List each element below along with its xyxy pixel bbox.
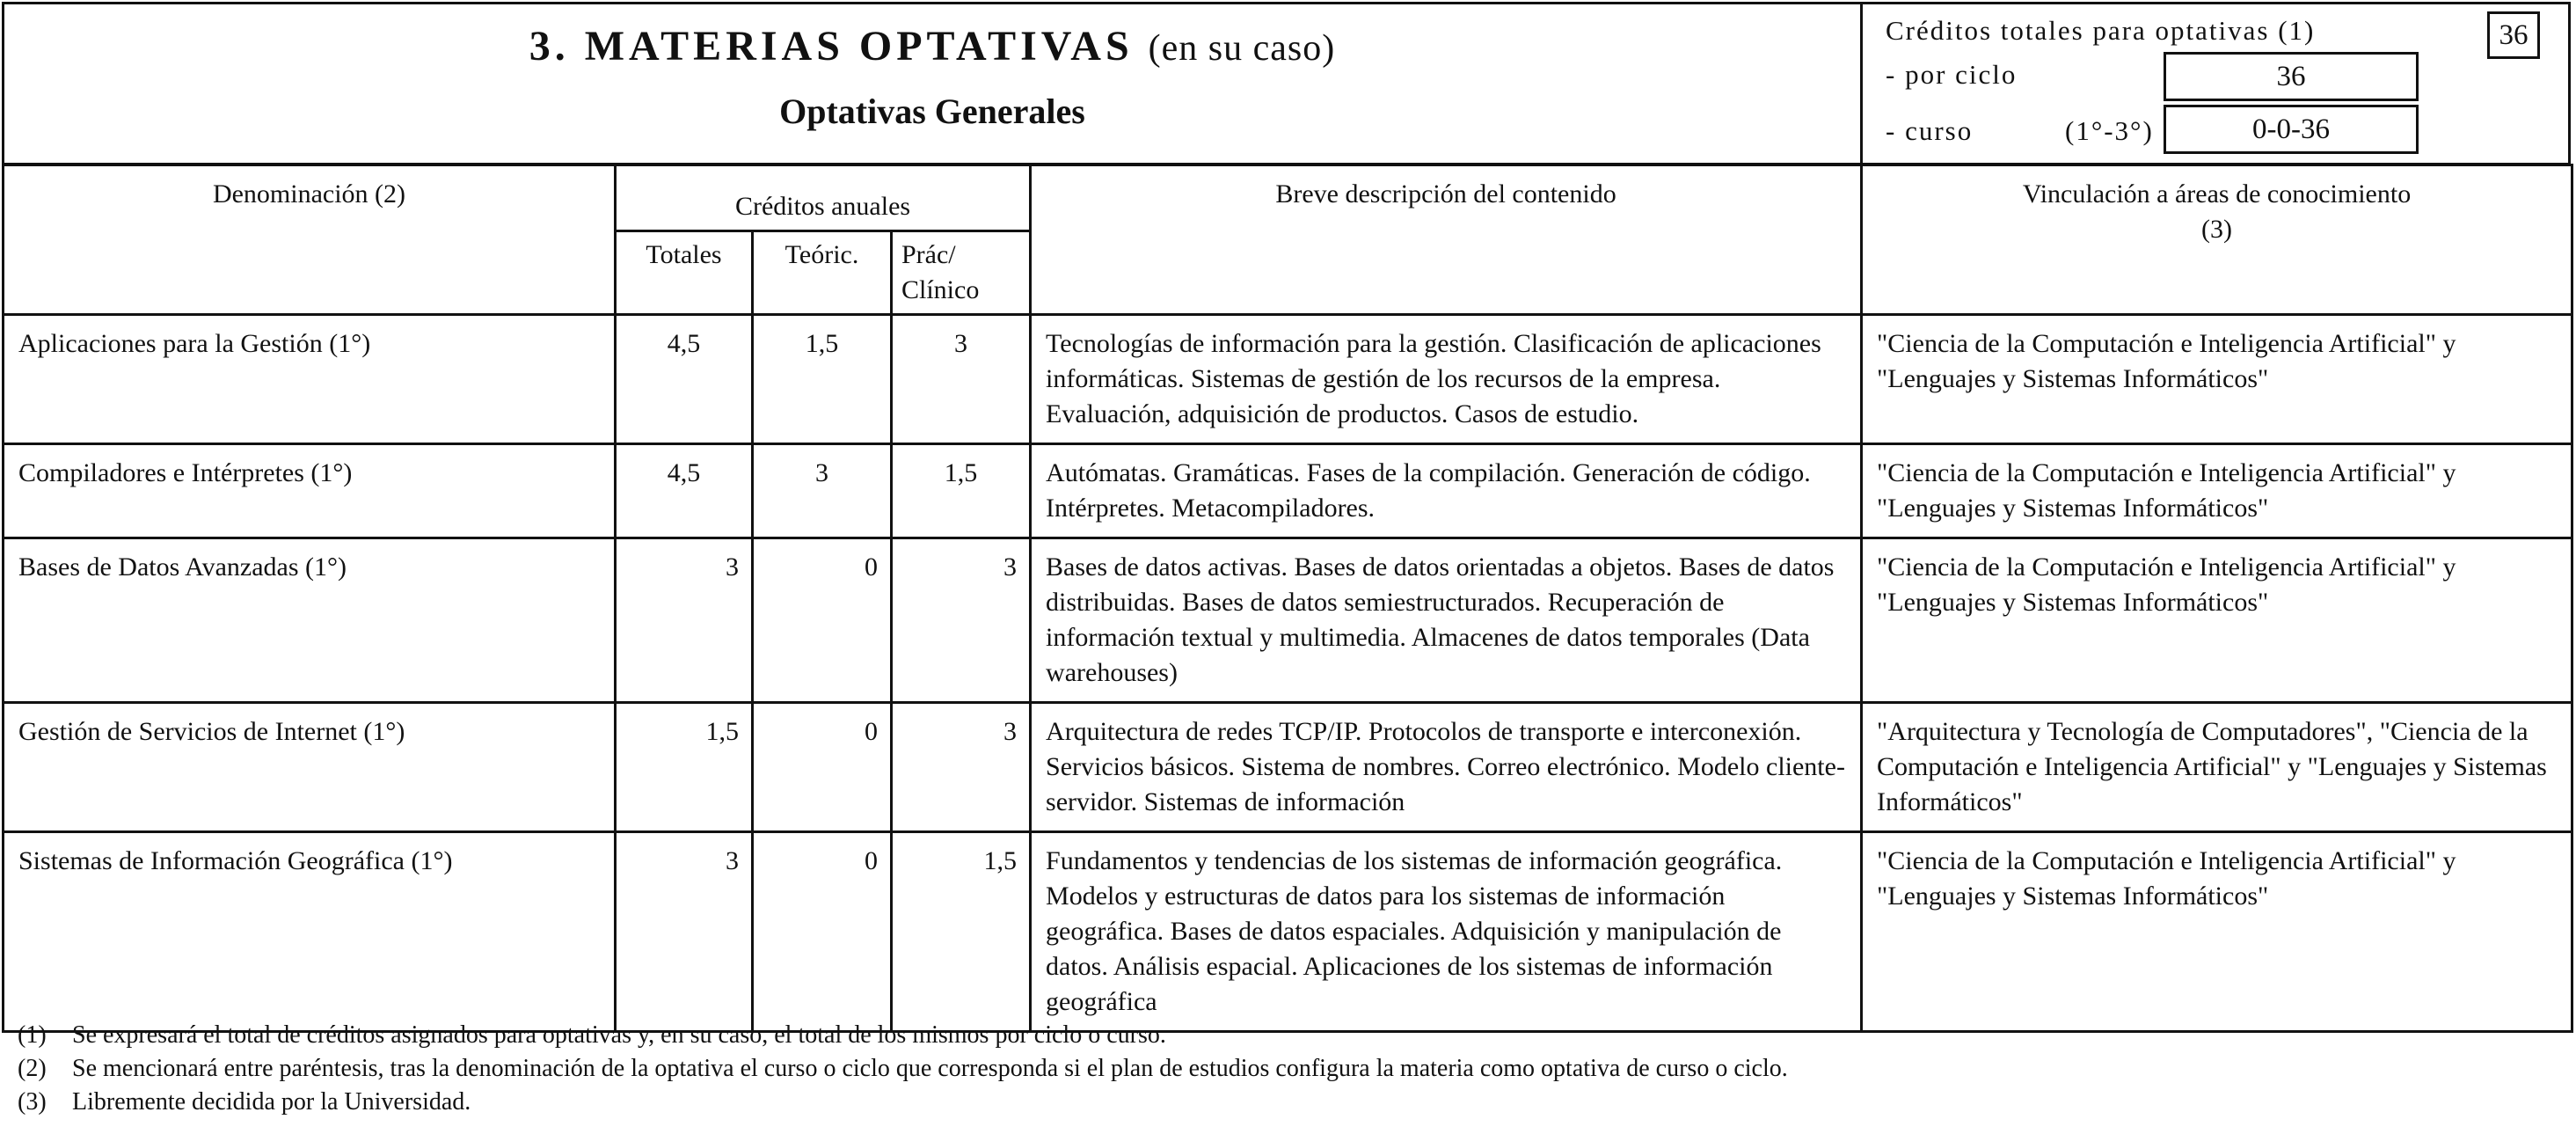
footnote bbox=[18, 1019, 1788, 1052]
footnote-number: (3) bbox=[18, 1088, 47, 1116]
curso-range: (1°-3°) bbox=[2065, 115, 2154, 146]
row-prac: 1,5 bbox=[892, 444, 1031, 538]
table-row bbox=[4, 315, 2572, 444]
por-ciclo-box: 36 bbox=[2164, 52, 2419, 101]
footnote-text: Libremente decidida por la Universidad. bbox=[72, 1088, 471, 1116]
footnote-number: (2) bbox=[18, 1055, 47, 1082]
col-vinculacion bbox=[1862, 165, 2572, 315]
title-suffix: (en su caso) bbox=[1148, 28, 1336, 69]
col-vinculacion-label: Vinculación a áreas de conocimiento bbox=[2022, 179, 2412, 209]
row-totales: 4,5 bbox=[616, 315, 753, 444]
footnotes bbox=[18, 1019, 1788, 1119]
page-title bbox=[4, 22, 1860, 70]
row-vinculacion: "Ciencia de la Computación e Inteligencia Artificial" y "Lenguajes y Sistemas Informáticos" bbox=[1862, 444, 2572, 538]
row-teoric: 3 bbox=[753, 444, 892, 538]
row-name: Aplicaciones para la Gestión (1°) bbox=[4, 315, 616, 444]
footnote-text: Se expresará el total de créditos asignados para optativas y, en su caso, el total de los mismos por ciclo o curso. bbox=[72, 1021, 1166, 1049]
row-descripcion: Tecnologías de información para la gestión. Clasificación de aplicaciones informáticas. Sistemas de gestión de los recursos de la empresa. Evaluación, adquisición de productos. Casos de estudio. bbox=[1031, 315, 1862, 444]
row-descripcion: Autómatas. Gramáticas. Fases de la compilación. Generación de código. Intérpretes. Metacompiladores. bbox=[1031, 444, 1862, 538]
title-text: 3. MATERIAS OPTATIVAS bbox=[529, 23, 1134, 70]
col-prac: Prác/ Clínico bbox=[892, 231, 1031, 315]
table-row bbox=[4, 444, 2572, 538]
header-block bbox=[2, 2, 2571, 165]
row-teoric: 0 bbox=[753, 703, 892, 832]
table-row bbox=[4, 832, 2572, 1032]
row-prac: 3 bbox=[892, 703, 1031, 832]
row-totales: 3 bbox=[616, 538, 753, 703]
footnote-text: Se mencionará entre paréntesis, tras la denominación de la optativa el curso o ciclo que corresponda si el plan de estudios configura la materia como optativa de curso o ciclo. bbox=[72, 1055, 1788, 1082]
creditos-totales-label: Créditos totales para optativas (1) bbox=[1886, 15, 2316, 46]
row-descripcion: Arquitectura de redes TCP/IP. Protocolos de transporte e interconexión. Servicios básicos. Sistema de nombres. Correo electrónico. Modelo cliente-servidor. Sistemas de información bbox=[1031, 703, 1862, 832]
row-vinculacion: "Ciencia de la Computación e Inteligencia Artificial" y "Lenguajes y Sistemas Informáticos" bbox=[1862, 832, 2572, 1032]
row-totales: 1,5 bbox=[616, 703, 753, 832]
col-descripcion: Breve descripción del contenido bbox=[1031, 165, 1862, 315]
col-denominacion: Denominación (2) bbox=[4, 165, 616, 315]
row-name: Sistemas de Información Geográfica (1°) bbox=[4, 832, 616, 1032]
credits-summary bbox=[1863, 4, 2568, 163]
page-subtitle: Optativas Generales bbox=[779, 91, 1085, 131]
row-descripcion: Bases de datos activas. Bases de datos orientadas a objetos. Bases de datos distribuidas. Bases de datos semiestructurados. Recuperación de información textual y multimedia. Almacenes de datos temporales (Data warehouses) bbox=[1031, 538, 1862, 703]
table-row bbox=[4, 703, 2572, 832]
footnote-number: (1) bbox=[18, 1021, 47, 1049]
row-prac: 1,5 bbox=[892, 832, 1031, 1032]
creditos-total-box: 36 bbox=[2487, 11, 2540, 59]
table-header-row bbox=[4, 165, 2572, 231]
col-totales: Totales bbox=[616, 231, 753, 315]
col-creditos-anuales: Créditos anuales bbox=[616, 165, 1031, 231]
row-prac: 3 bbox=[892, 538, 1031, 703]
row-name: Bases de Datos Avanzadas (1°) bbox=[4, 538, 616, 703]
title-block bbox=[4, 4, 1863, 163]
row-vinculacion: "Arquitectura y Tecnología de Computadores", "Ciencia de la Computación e Inteligencia Artificial" y "Lenguajes y Sistemas Informáticos" bbox=[1862, 703, 2572, 832]
curso-box: 0-0-36 bbox=[2164, 105, 2419, 154]
footnote bbox=[18, 1052, 1788, 1086]
row-name: Compiladores e Intérpretes (1°) bbox=[4, 444, 616, 538]
por-ciclo-label: - por ciclo bbox=[1886, 59, 2018, 90]
row-teoric: 1,5 bbox=[753, 315, 892, 444]
table-row bbox=[4, 538, 2572, 703]
footnote bbox=[18, 1086, 1788, 1119]
row-descripcion: Fundamentos y tendencias de los sistemas de información geográfica. Modelos y estructuras de datos para los sistemas de información geográfica. Bases de datos espaciales. Adquisición y manipulación de datos. Análisis espacial. Aplicaciones de los sistemas de información geográfica bbox=[1031, 832, 1862, 1032]
col-teoric: Teóric. bbox=[753, 231, 892, 315]
curso-label: - curso bbox=[1886, 115, 1974, 146]
materias-table bbox=[2, 164, 2573, 1033]
col-vinculacion-note: (3) bbox=[2201, 215, 2233, 244]
row-totales: 3 bbox=[616, 832, 753, 1032]
row-name: Gestión de Servicios de Internet (1°) bbox=[4, 703, 616, 832]
row-prac: 3 bbox=[892, 315, 1031, 444]
row-vinculacion: "Ciencia de la Computación e Inteligencia Artificial" y "Lenguajes y Sistemas Informáticos" bbox=[1862, 538, 2572, 703]
row-teoric: 0 bbox=[753, 832, 892, 1032]
row-totales: 4,5 bbox=[616, 444, 753, 538]
row-vinculacion: "Ciencia de la Computación e Inteligencia Artificial" y "Lenguajes y Sistemas Informáticos" bbox=[1862, 315, 2572, 444]
row-teoric: 0 bbox=[753, 538, 892, 703]
